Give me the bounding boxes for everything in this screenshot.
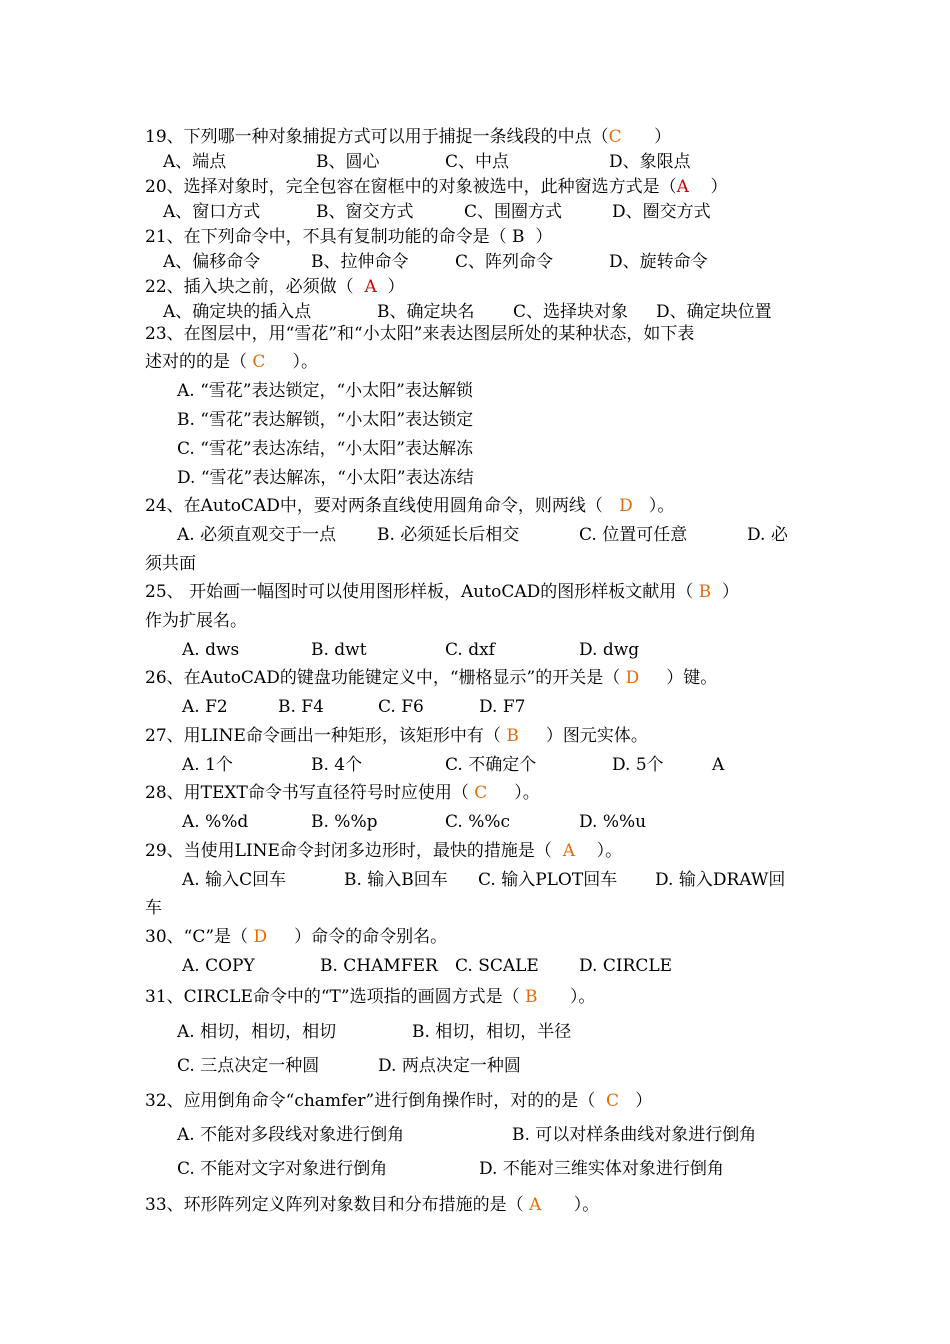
option: D. 两点决定一种圆 [378, 1056, 521, 1076]
option: A. 不能对多段线对象进行倒角 [177, 1125, 405, 1145]
question-23-cont: 述对的的是（ C ）。 [145, 352, 318, 372]
option: B、确定块名 [377, 302, 475, 322]
option: D. CIRCLE [579, 956, 673, 976]
answer: C [606, 1091, 620, 1111]
option: C. 输入PLOT回车 [478, 870, 618, 890]
option: C. SCALE [455, 956, 539, 976]
option: B. 输入B回车 [344, 870, 448, 890]
answer: B [512, 227, 525, 247]
option: C、选择块对象 [513, 302, 629, 322]
question-21: 21、在下列命令中，不具有复制功能的命令是（ B ） [145, 227, 553, 247]
option: C. dxf [445, 640, 495, 660]
option: D. %%u [579, 812, 647, 832]
option: D. F7 [479, 697, 526, 717]
option: C. 不确定个 [445, 755, 537, 775]
answer: D [619, 496, 633, 516]
option: C. 位置可任意 [579, 525, 688, 545]
question-22: 22、插入块之前，必须做（ A ） [145, 277, 405, 297]
option: C. 不能对文字对象进行倒角 [177, 1159, 388, 1179]
option: D. “雪花”表达解冻，“小太阳”表达冻结 [177, 468, 474, 488]
question-25-cont: 作为扩展名。 [145, 611, 247, 631]
option: C、围圈方式 [464, 202, 563, 222]
question-32: 32、应用倒角命令“chamfer”进行倒角操作时，对的的是（ C ） [145, 1091, 653, 1111]
option: A. 输入C回车 [182, 870, 287, 890]
option: A. 1个 [182, 755, 233, 775]
question-33: 33、环形阵列定义阵列对象数目和分布措施的是（ A ）。 [145, 1195, 600, 1215]
option-wrap: 须共面 [145, 554, 196, 574]
answer: B [506, 726, 519, 746]
answer: A [676, 177, 689, 197]
option: B、拉伸命令 [311, 252, 409, 272]
option: B. 可以对样条曲线对象进行倒角 [512, 1125, 757, 1145]
option: A. 必须直观交于一点 [177, 525, 337, 545]
option: B. F4 [278, 697, 324, 717]
option: B. 相切，相切，半径 [412, 1022, 572, 1042]
option: B. %%p [311, 812, 378, 832]
question-24: 24、在AutoCAD中，要对两条直线使用圆角命令，则两线（ D ）。 [145, 496, 675, 516]
option: C、中点 [445, 152, 510, 172]
option: D. 5个 [612, 755, 664, 775]
answer: D [625, 668, 640, 688]
option: A. %%d [182, 812, 249, 832]
question-23: 23、在图层中，用“雪花”和“小太阳”来表达图层所处的某种状态，如下表 [145, 324, 695, 344]
option: C. F6 [378, 697, 424, 717]
answer: B [525, 987, 538, 1007]
option: B. CHAMFER [320, 956, 438, 976]
option: A、端点 [163, 152, 227, 172]
answer: C [252, 352, 266, 372]
option: A. COPY [182, 956, 255, 976]
option: A [712, 755, 725, 775]
option: C. “雪花”表达冻结，“小太阳”表达解冻 [177, 439, 473, 459]
answer: A [529, 1195, 542, 1215]
option: A. F2 [182, 697, 228, 717]
option: D、圈交方式 [612, 202, 711, 222]
question-25: 25、 开始画一幅图时可以使用图形样板，AutoCAD的图形样板文献用（ B ） [145, 582, 739, 602]
option: B. dwt [311, 640, 367, 660]
option: C. %%c [445, 812, 511, 832]
answer: C [474, 783, 488, 803]
option: A. dws [182, 640, 240, 660]
option: D、确定块位置 [656, 302, 772, 322]
option: B. “雪花”表达解锁，“小太阳”表达锁定 [177, 410, 474, 430]
question-28: 28、用TEXT命令书写直径符号时应使用（ C ）。 [145, 783, 540, 803]
option: A、偏移命令 [163, 252, 261, 272]
option: D. 输入DRAW回 [655, 870, 786, 890]
option: D. dwg [579, 640, 640, 660]
option: D. 不能对三维实体对象进行倒角 [479, 1159, 724, 1179]
question-20: 20、选择对象时，完全包容在窗框中的对象被选中，此种窗选方式是（A ） [145, 177, 728, 197]
question-30: 30、“C”是（ D ）命令的命令别名。 [145, 927, 448, 947]
answer: D [253, 927, 268, 947]
question-26: 26、在AutoCAD的键盘功能键定义中，“栅格显示”的开关是（ D ）键。 [145, 668, 718, 688]
option: C. 三点决定一种圆 [177, 1056, 320, 1076]
question-27: 27、用LINE命令画出一种矩形，该矩形中有（ B ）图元实体。 [145, 726, 648, 746]
option: C、阵列命令 [455, 252, 554, 272]
answer: A [562, 841, 576, 861]
question-19: 19、下列哪一种对象捕捉方式可以用于捕捉一条线段的中点（C ） [145, 127, 672, 147]
answer: C [608, 127, 622, 147]
option: A. 相切，相切，相切 [177, 1022, 337, 1042]
option: A. “雪花”表达锁定，“小太阳”表达解锁 [177, 381, 473, 401]
option: B、窗交方式 [316, 202, 414, 222]
answer: B [698, 582, 712, 602]
option: A、窗口方式 [163, 202, 261, 222]
option: D. 必 [747, 525, 788, 545]
option-wrap: 车 [145, 898, 162, 918]
option: B、圆心 [316, 152, 380, 172]
option: B. 4个 [311, 755, 363, 775]
option: D、象限点 [609, 152, 691, 172]
question-31: 31、CIRCLE命令中的“T”选项指的画圆方式是（ B ）。 [145, 987, 596, 1007]
option: B. 必须延长后相交 [377, 525, 520, 545]
option: D、旋转命令 [609, 252, 708, 272]
option: A、确定块的插入点 [163, 302, 312, 322]
answer: A [364, 277, 377, 297]
question-29: 29、当使用LINE命令封闭多边形时，最快的措施是（ A ）。 [145, 841, 623, 861]
